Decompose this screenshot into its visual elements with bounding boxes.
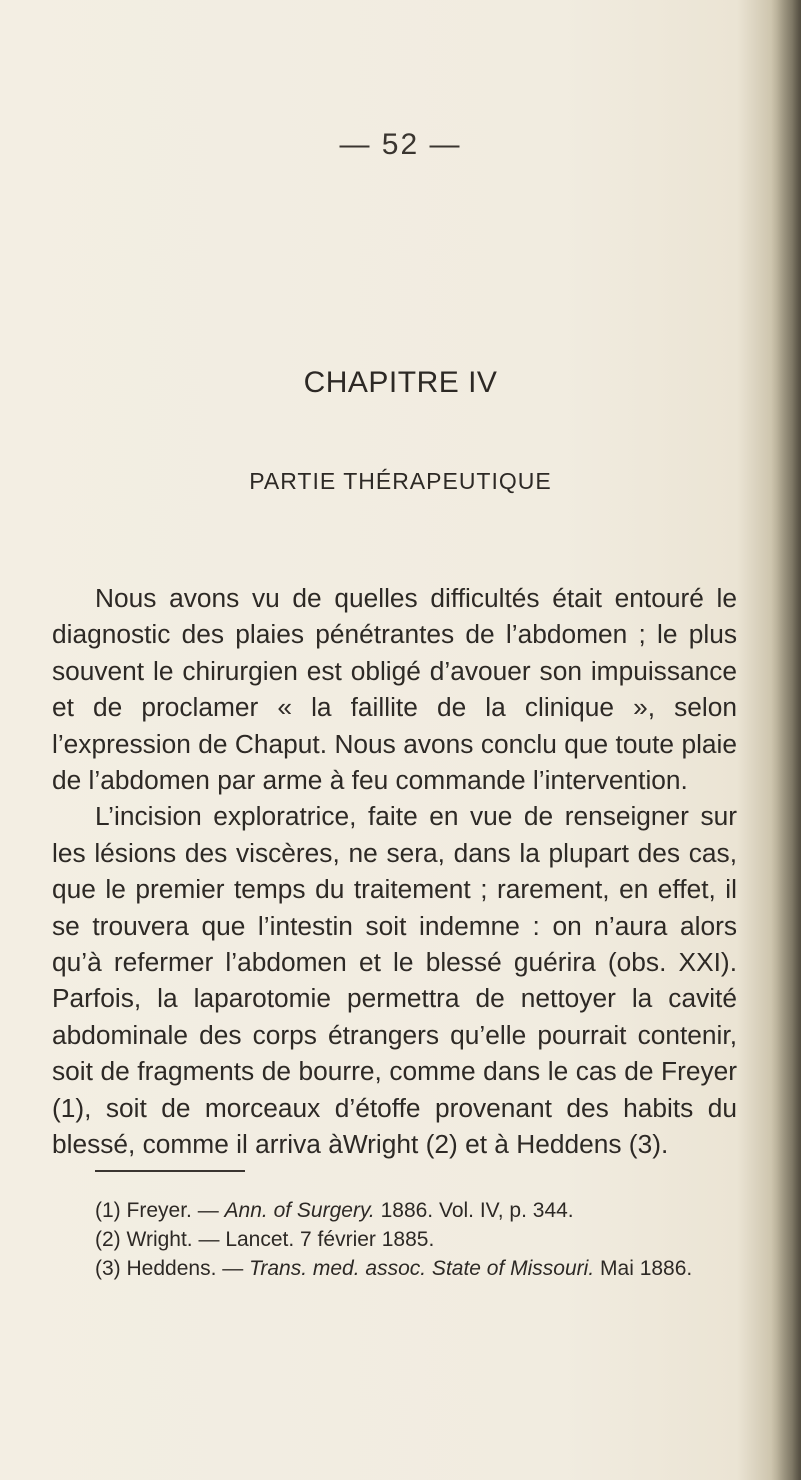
footnote (95, 1254, 755, 1283)
part-title: PARTIE THÉRAPEUTIQUE (249, 468, 552, 494)
footnote-marker: (3) (95, 1257, 121, 1280)
footnote (95, 1225, 755, 1254)
footnote-detail: Lancet. 7 février 1885. (225, 1228, 435, 1251)
footnote-author: Freyer. — (126, 1199, 219, 1222)
footnote-marker: (1) (95, 1199, 121, 1222)
footnotes (95, 1196, 755, 1283)
page-edge-shadow (771, 0, 801, 1480)
page-number: — 52 — (339, 128, 462, 161)
footnote-marker: (2) (95, 1228, 121, 1251)
body-text (52, 580, 737, 1163)
footnote-source: Ann. of Surgery. (224, 1199, 375, 1222)
paragraph: L’incision exploratrice, faite en vue de renseigner sur les lésions des viscères, ne sera, dans la plupart des cas, que le premier temps du traitement ; rarement, en effet, il se trouvera que l’intestin soit indemne : on n’aura alors qu’à refermer l’abdomen et le blessé guérira (obs. XXI). Parfois, la laparotomie permettra de nettoyer la cavité abdominale des corps étrangers qu’elle pourrait contenir, soit de fragments de bourre, comme dans le cas de Freyer (1), soit de morceaux d’étoffe provenant des habits du blessé, comme il arriva àWright (2) et à Heddens (3). (52, 801, 737, 1160)
footnote (95, 1196, 755, 1225)
footnote-divider (95, 1170, 245, 1172)
footnote-source: Trans. med. assoc. State of Missouri. (249, 1257, 595, 1280)
paragraph: Nous avons vu de quelles difficultés était entouré le diagnostic des plaies pénétrantes de l’abdomen ; le plus souvent le chirurgien est obligé d’avouer son impuissance et de proclamer « la faillite de la clinique », selon l’expression de Chaput. Nous avons conclu que toute plaie de l’abdomen par arme à feu commande l’intervention. (52, 583, 737, 796)
footnote-author: Wright. — (126, 1228, 220, 1251)
footnote-detail: Mai 1886. (600, 1257, 693, 1280)
footnote-detail: 1886. Vol. IV, p. 344. (380, 1199, 574, 1222)
chapter-title: CHAPITRE IV (303, 366, 498, 399)
footnote-author: Heddens. — (126, 1257, 244, 1280)
